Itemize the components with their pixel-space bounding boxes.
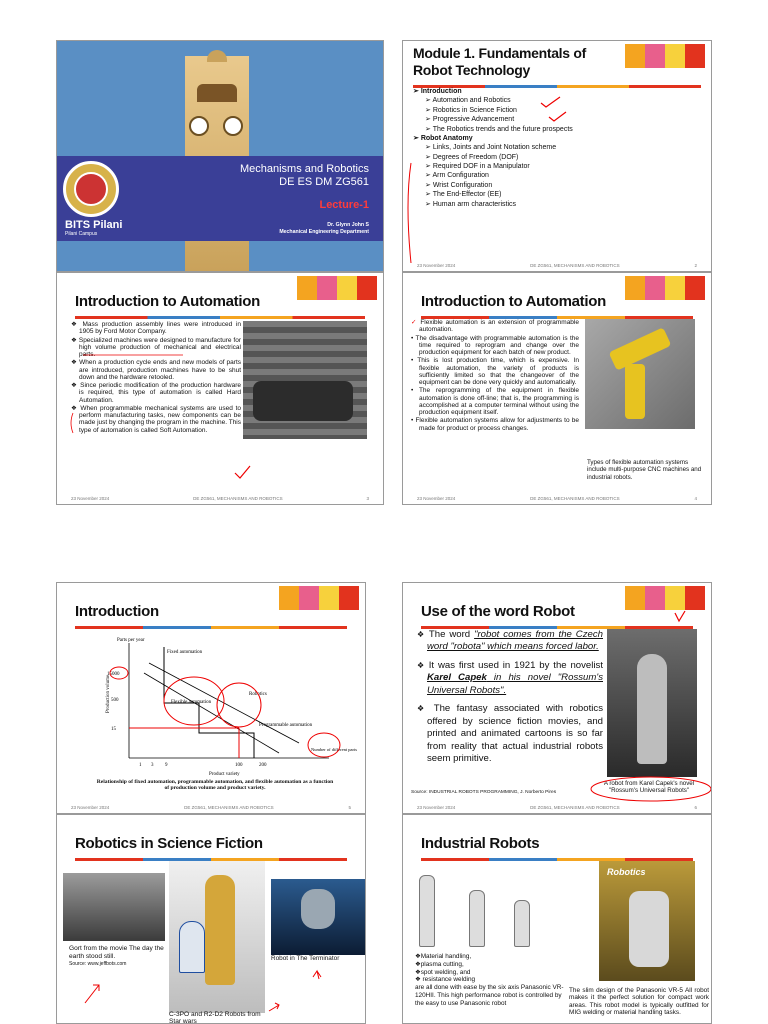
bits-logo-strip	[625, 44, 705, 68]
slide-title-text: Industrial Robots	[421, 835, 540, 852]
image-caption: A robot from Karel Capek's novel "Rossum's Universal Robots"	[603, 780, 695, 795]
footer-course: DE ZG561, MECHANISMS AND ROBOTICS	[530, 263, 620, 268]
footer-date: 23 November 2024	[417, 496, 456, 501]
lecture-number: Lecture-1	[319, 199, 369, 211]
bullet-emphasis: Karel Capek	[427, 672, 487, 684]
bullet-item: ❖ Mass production assembly lines were introduced in 1905 by Ford Motor Company.	[71, 321, 241, 336]
clock-face	[189, 116, 209, 136]
page-number: 5	[348, 805, 351, 810]
x-axis-end-label: Number of different parts	[311, 747, 358, 752]
bullet-list	[411, 319, 579, 433]
outline-item: ➢ Progressive Advancement	[413, 115, 698, 124]
slide-footer	[71, 805, 351, 810]
page-number: 2	[694, 263, 697, 268]
title-rule	[75, 626, 347, 629]
tower-cap	[207, 50, 227, 62]
gort-source: Source: www.jeffbots.com	[69, 960, 127, 967]
instructor-block	[279, 222, 369, 236]
y-axis-label: Production volume	[106, 674, 111, 713]
region-label: Programmable automation	[259, 723, 313, 728]
task-item: ❖plasma cutting,	[415, 960, 464, 968]
tower-arches	[197, 84, 237, 102]
x-tick-label: 9	[165, 763, 168, 768]
slide-intro-automation-2	[402, 272, 712, 505]
footer-course: DE ZG561, MECHANISMS AND ROBOTICS	[530, 805, 620, 810]
bullet-item: ❖ Since periodic modification of the production hardware is required, this type of automation is called Hard Automation.	[71, 382, 241, 404]
x-tick-label: 200	[259, 763, 267, 768]
slide-title-text: Introduction to Automation	[75, 293, 260, 310]
outline-item: ➢ Arm Configuration	[413, 171, 698, 180]
bullet-item: • The disadvantage with programmable automation is the time required to reprogram and change over the production equipment for each batch of new product.	[411, 335, 579, 357]
bullet-item: • The reprogramming of the equipment in flexible automation is done off-line; that is, the programming is accomplished at a computer terminal without using the production equipment itself.	[411, 387, 579, 416]
bullet-list	[417, 629, 603, 772]
footer-date: 23 November 2024	[417, 263, 456, 268]
footer-course: DE ZG561, MECHANISMS AND ROBOTICS	[184, 805, 274, 810]
course-title	[240, 163, 369, 188]
terminator-caption: Robot in The Terminator	[271, 955, 340, 962]
outline-item: ➢ Human arm characteristics	[413, 200, 698, 209]
gort-caption	[69, 945, 169, 967]
welding-robot-photo	[599, 861, 695, 981]
task-item: ❖ resistance welding	[415, 976, 476, 984]
slide-title-text: Introduction	[75, 603, 159, 620]
robot-arm	[419, 875, 435, 947]
institute-name: BITS Pilani Pilani Campus	[65, 219, 123, 237]
footer-date: 23 November 2024	[71, 496, 110, 501]
slide-title-text: Introduction to Automation	[421, 293, 606, 310]
course-code: DE ES DM ZG561	[279, 175, 369, 188]
bullet-item: ❖ When a production cycle ends and new models of parts are introduced, production machines have to be shut down and the hardware retooled.	[71, 359, 241, 381]
gort-caption-text: Gort from the movie The day the earth stood still.	[69, 945, 164, 960]
red-annotation-marks	[110, 667, 340, 758]
outline-item: ➢ Wrist Configuration	[413, 181, 698, 190]
outline-item: ➢ The End-Effector (EE)	[413, 190, 698, 199]
gort-photo	[63, 873, 165, 941]
bullet-item	[417, 660, 603, 697]
region-label: Fixed automation	[167, 650, 203, 655]
department-name: Mechanical Engineering Department	[279, 228, 369, 235]
terminator-photo	[271, 879, 365, 955]
y-tick-label: 15000	[107, 672, 120, 677]
outline-item: ➢ Robotics in Science Fiction	[413, 106, 698, 115]
bullet-item: • This is lost production time, which is expensive. In flexible automation, the variety of products is sufficiently limited so that the changeover of the equipment can be done very quickly and automatically.	[411, 357, 579, 386]
bullet-emphasis: "robot comes from the Czech word "robota" which means forced labor.	[427, 629, 603, 653]
bullet-item: • Flexible automation systems allow for adjustments to be made for product or process changes.	[411, 417, 579, 432]
assembly-line-photo	[243, 321, 367, 439]
bullet-text: The word	[428, 629, 475, 640]
footer-date: 23 November 2024	[71, 805, 110, 810]
c3po-r2d2-photo	[169, 861, 265, 1013]
region-label: Robotics	[249, 692, 267, 697]
page-number: 3	[366, 496, 369, 501]
slide-title-text: Robotics in Science Fiction	[75, 835, 263, 852]
footer-course: DE ZG561, MECHANISMS AND ROBOTICS	[530, 496, 620, 501]
bullet-text: The fantasy associated with robotics offered by science fiction movies, and printed and animated cartoons is so far from reality that actual industrial robots seem primitive.	[427, 703, 603, 765]
bits-logo-strip	[625, 586, 705, 610]
slide-science-fiction	[56, 814, 366, 1024]
flexible-automation-robot-photo	[585, 319, 695, 429]
outline-item: ➢ Degrees of Freedom (DOF)	[413, 153, 698, 162]
slide-footer	[417, 805, 697, 810]
y-tick-label: 500	[111, 698, 119, 703]
image-caption: Types of flexible automation systems include multi-purpose CNC machines and industrial robots.	[587, 459, 702, 481]
photo-label: Robotics	[607, 867, 646, 877]
bits-logo-strip	[297, 276, 377, 300]
automation-chart	[99, 633, 359, 783]
robot-arm	[514, 900, 530, 947]
programmable-boundary-line	[144, 673, 279, 753]
x-axis-label: Product variety	[209, 772, 240, 777]
source-note: Source: INDUSTRIAL ROBOTS PROGRAMMING, J. Norberto Pires	[411, 790, 557, 795]
bullet-item: ❖ When programmable mechanical systems are used to perform manufacturing tasks, new components can be made just by changing the program in the machine. This type of automation is called Soft Automation.	[71, 405, 241, 434]
outline-item: ➢ Automation and Robotics	[413, 96, 698, 105]
outline-item: ➢ Links, Joints and Joint Notation scheme	[413, 143, 698, 152]
title-rule	[75, 316, 365, 319]
slide-intro-automation-1	[56, 272, 384, 505]
bits-emblem-icon	[63, 161, 119, 217]
y-tick-label: 15	[111, 727, 116, 732]
robot-description: The slim design of the Panasonic VR-5 All robot makes it the perfect solution for compact work areas. This robot model is typically outfitted for MIG welding or material handling tasks.	[569, 987, 709, 1017]
instructor-name: Dr. Glynn John S	[327, 222, 369, 228]
outline-item: ➢ The Robotics trends and the future prospects	[413, 125, 698, 134]
x-tick-labels	[139, 763, 267, 768]
bullet-item	[417, 629, 603, 654]
slide-title-text: Use of the word Robot	[421, 603, 575, 620]
x-tick-label: 1	[139, 763, 142, 768]
course-title-text: Mechanisms and Robotics	[239, 163, 369, 175]
task-tail: are all done with ease by the six axis Panasonic VR-120HII. This high performance robot is controlled by the easy to use Panasonic robot	[415, 984, 564, 1007]
robot-arm	[469, 890, 485, 947]
task-item: ❖spot welding, and	[415, 968, 471, 976]
bullet-list	[71, 321, 241, 435]
task-item: ❖Material handling,	[415, 953, 472, 960]
c3po-caption: C-3PO and R2-D2 Robots from Star wars	[169, 1011, 261, 1024]
panasonic-robot-arms-image	[409, 865, 559, 951]
slide-word-robot	[402, 582, 712, 814]
outline-heading: ➢ Introduction	[413, 87, 698, 96]
task-list	[415, 953, 565, 1008]
bullet-item: ✓ Flexible automation is an extension of programmable automation.	[411, 319, 579, 334]
chart-caption: Relationship of fixed automation, programmable automation, and flexible automation as a function of production volume and product variety.	[96, 779, 334, 791]
slide-module-outline	[402, 40, 712, 272]
outline-list	[413, 87, 698, 209]
x-tick-label: 3	[151, 763, 154, 768]
slide-title	[56, 40, 384, 272]
x-tick-label: 100	[235, 763, 243, 768]
outline-item: ➢ Required DOF in a Manipulator	[413, 162, 698, 171]
slide-title-text: Module 1. Fundamentals of Robot Technology	[413, 45, 586, 78]
bullet-item: ❖ Specialized machines were designed to manufacture for high volume production of mechanical and electrical parts.	[71, 337, 241, 359]
slide-introduction-chart	[56, 582, 366, 814]
outline-heading: ➢ Robot Anatomy	[413, 134, 698, 143]
campus-name: Pilani Campus	[65, 231, 98, 237]
bits-logo-strip	[279, 586, 359, 610]
footer-course: DE ZG561, MECHANISMS AND ROBOTICS	[193, 496, 283, 501]
page-number: 4	[694, 496, 697, 501]
rur-robot-photo	[607, 629, 697, 777]
slide-footer	[417, 263, 697, 268]
bullet-item	[417, 703, 603, 765]
bullet-emphasis: in his novel "Rossum's Universal Robots".	[427, 672, 603, 696]
slide-industrial-robots	[402, 814, 712, 1024]
footer-date: 23 November 2024	[417, 805, 456, 810]
slide-footer	[71, 496, 369, 501]
y-axis-top-label: Parts per year	[117, 638, 145, 643]
page-number: 6	[694, 805, 697, 810]
region-label: Flexible automation	[171, 700, 212, 705]
clock-face	[223, 116, 243, 136]
bits-logo-strip	[625, 276, 705, 300]
slide-footer	[417, 496, 697, 501]
bullet-text: It was first used in 1921 by the novelist	[428, 659, 603, 671]
